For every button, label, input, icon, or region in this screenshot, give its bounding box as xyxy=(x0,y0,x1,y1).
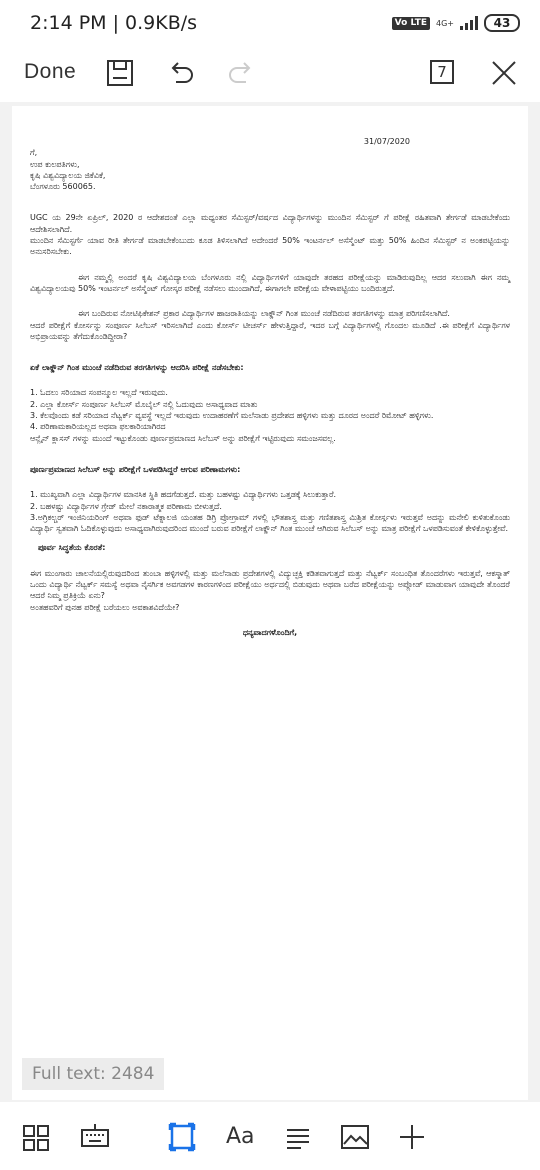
list-item: 2. ಎಲ್ಲಾ ಕೋರ್ಸ್ ಸಂಪೂರ್ಣ ಸಿಲೆಬಸ್ ಮೊಬೈಲ್ ನಲ್ಲಿ ಓದುವುದು ಅಸಾಧ್ಯವಾದ ಮಾತು xyxy=(30,399,258,409)
paragraph-4: ಈಗ ಬಂದಿರುವ ನೋಟಿಫಿಕೇಶನ್ ಪ್ರಕಾರ ವಿದ್ಯಾರ್ಥಿಗಳ ಹಾಜರಾತಿಯನ್ನು ಲಾಕ್ಡೌನ್ ಗಿಂತ ಮುಂಚೆ ನಡೆದಿರುವ ತರಗತಿಗಳನ್ನು ಮಾತ್ರ ಪರಿಗಣಿಸಲಾಗಿದೆ. xyxy=(78,309,450,319)
top-toolbar xyxy=(0,46,540,102)
signal-icon xyxy=(460,16,478,30)
address-line-2: ಕೃಷಿ ವಿಶ್ವವಿದ್ಯಾಲಯ ಜಿಕೆವಿಕೆ, xyxy=(30,170,106,180)
paragraph-1: UGC ಯ 29ನೇ ಏಪ್ರಿಲ್, 2020 ರ ಆದೇಶದಂತೆ ಎಲ್ಲಾ ಮಧ್ಯಂತರ ಸೆಮಿಸ್ಟರ್/ವರ್ಷದ ವಿದ್ಯಾರ್ಥಿಗಳನ್ನು ಮುಂದಿನ ಸೆಮಿಸ್ಟರ್ ಗೆ ಪರೀಕ್ಷೆ ರಹಿತವಾಗಿ ತೇರ್ಗಡೆ ಮಾಡಬೇಕೆಂದು ಆದೇಶಿಸಲಾಗಿದೆ. xyxy=(30,213,510,234)
salutation: ಗೆ, xyxy=(30,148,38,158)
paragraph-5: ಆದರೆ ಪರೀಕ್ಷೆಗೆ ಕೋರ್ಸನ್ನು ಸಂಪೂರ್ಣ ಸಿಲೆಬಸ್ ಇರಿಸಲಾಗಿದೆ ಎಂದು ಕೋರ್ಸ್ ಟೀಚರ್ಸ್ ಹೇಳುತ್ತಿದ್ದಾರೆ, ಇದರ ಬಗ್ಗೆ ವಿದ್ಯಾರ್ಥಿಗಳಲ್ಲಿ ಗೊಂದಲ ಮೂಡಿದೆ .ಈ ಪರೀಕ್ಷೆಗೆ ವಿದ್ಯಾರ್ಥಿಗಳ ಅಭಿಪ್ರಾಯವನ್ನು ತೆಗೆದುಕೊಂಡಿದ್ದೀರಾ? xyxy=(30,320,510,341)
document-page[interactable] xyxy=(12,106,528,1100)
closing: ಧನ್ಯವಾದಗಳೊಂದಿಗೆ, xyxy=(242,627,298,637)
letter-date: 31/07/2020 xyxy=(363,137,410,146)
redo-icon[interactable] xyxy=(226,58,254,88)
address-line-1: ಉಪ ಕುಲಪತಿಗಳು, xyxy=(30,159,80,169)
close-icon[interactable] xyxy=(490,58,518,88)
paragraph-2: ಮುಂದಿನ ಸೆಮಿಸ್ಟರ್ಗೆ ಯಾವ ರೀತಿ ತೇರ್ಗಡೆ ಮಾಡಬೇಕೆಂಬುದು ಕೂಡ ತಿಳಿಸಲಾಗಿದೆ ಅದೇಂದರೆ 50% ಇಂಟರ್ನಲ್ ಅಸೆಸ್ಮೆಂಟ್ ಮತ್ತು 50% ಹಿಂದಿನ ಸೆಮಿಸ್ಟರ್ ನ ಅಂಕಪಟ್ಟಿಯನ್ನು ಅನುಸರಿಸಬೇಕು. xyxy=(30,236,510,257)
list-item: 2. ಬಹಳಷ್ಟು ವಿದ್ಯಾರ್ಥಿಗಳ ಗ್ರೇಡ್ ಮೇಲೆ ನಕಾರಾತ್ಮಕ ಪರಿಣಾಮ ಬೀಳುತ್ತದೆ. xyxy=(30,501,222,511)
list-item: 1. ಮುಖ್ಯವಾಗಿ ಎಲ್ಲಾ ವಿದ್ಯಾರ್ಥಿಗಳ ಮಾನಸಿಕ ಸ್ಥಿತಿ ಹದಗೆಡುತ್ತದೆ. ಮತ್ತು ಬಹಳಷ್ಟು ವಿದ್ಯಾರ್ಥಿಗಳು ಒತ್ತಡಕ್ಕೆ ಸಿಲುಕುತ್ತಾರೆ. xyxy=(30,490,337,500)
volte-icon: Vo LTE xyxy=(392,17,430,30)
text-size-icon[interactable]: Aa xyxy=(226,1124,255,1149)
network-type: 4G+ xyxy=(436,18,454,28)
document-content xyxy=(30,136,510,638)
status-bar xyxy=(0,0,540,46)
pages-icon[interactable] xyxy=(430,60,454,84)
bottom-toolbar xyxy=(0,1110,540,1170)
status-time: 2:14 PM | 0.9KB/s xyxy=(30,12,198,34)
list-item: 1. ಓದಲು ಸರಿಯಾದ ಸಂಪನ್ಮೂಲ ಇಲ್ಲದೆ ಇರುವುದು. xyxy=(30,388,168,398)
full-text-badge[interactable]: Full text: 2484 xyxy=(22,1058,164,1090)
heading-3: ಪೂರ್ವ ಸಿದ್ಧತೆಯ ಕೊರತೆ: xyxy=(38,543,106,553)
list-item: 3. ಕೆಲವೊಂದು ಕಡೆ ಸರಿಯಾದ ನೆಟ್ವರ್ಕ್ ವ್ಯವಸ್ಥೆ ಇಲ್ಲದೆ ಇರುವುದು ಉದಾಹರಣೆಗೆ ಮಲೆನಾಡು ಪ್ರದೇಶದ ಹಳ್ಳಿಗಳು ಮತ್ತು ದೂರದ ಅಂದರೆ ರಿಮೋಟ್ ಹಳ್ಳಿಗಳು. xyxy=(30,411,434,421)
list-item: 3.ಅಗ್ರಿಕಲ್ಚರ್ ಇಂಜಿನಿಯರಿಂಗ್ ಅಥವಾ ಫುಡ್ ಟೆಕ್ನಾಲಜಿ ಯಂತಹ ಡಿಗ್ರಿ ಪ್ರೋಗ್ರಾಮ್ ಗಳಲ್ಲಿ ಭೌತಶಾಸ್ತ್ರ ಮತ್ತು ಗಣಿತಶಾಸ್ತ್ರ ಮಿಶ್ರಿತ ಕೋರ್ಸ್ಗಳು ಇರುತ್ತವೆ ಅದನ್ನು ಮನೇಲಿ ಕುಳಿತುಕೊಂಡು ವಿದ್ಯಾರ್ಥಿ ಸ್ವತವಾಗಿ ಓದಿಕೊಳ್ಳುವುದು ಅಸಾಧ್ಯವಾಗಿರುವುದರಿಂದ ಮುಂದೆ ಬರುವ ಪರೀಕ್ಷೆಗೆ ಲಾಕ್ಡೌನ್ ಗಿಂತ ಮುಂಚೆ ಆಗಿರುವ ಸಿಲೆಬಸ್ ಅನ್ನು ಮಾತ್ರ ಪರೀಕ್ಷೆಗೆ ಒಳಪಡಿಸುವಂತೆ ಕೇಳಿಕೊಳ್ಳುತ್ತೇವೆ. xyxy=(30,512,510,534)
undo-icon[interactable] xyxy=(168,58,196,88)
address-line-3: ಬೆಂಗಳೂರು 560065. xyxy=(30,182,96,192)
heading-1: ಏಕೆ ಲಾಕ್ಡೌನ್ ಗಿಂತ ಮುಂಚೆ ನಡೆದಿರುವ ತರಗತಿಗಳನ್ನು ಆದರಿಸಿ ಪರೀಕ್ಷೆ ನಡೆಸಬೇಕು: xyxy=(30,363,244,373)
document-viewer[interactable] xyxy=(0,102,540,1102)
list-item: ಆನ್ಲೈನ್ ಕ್ಲಾಸಸ್ ಗಳನ್ನು ಮುಂದೆ ಇಟ್ಟುಕೊಂಡು ಪೂರ್ಣಪ್ರಮಾಣದ ಸಿಲೆಬಸ್ ಅನ್ನು ಪರೀಕ್ಷೆಗೆ ಇಟ್ಟಿರುವುದು ಸಮಂಜಸವಲ್ಲ. xyxy=(30,433,336,443)
layout-icon[interactable] xyxy=(22,1122,50,1152)
crop-icon[interactable] xyxy=(168,1122,196,1152)
done-button[interactable]: Done xyxy=(24,60,77,83)
image-icon[interactable] xyxy=(340,1122,370,1152)
paragraph-7: ಅಂತಹವರಿಗೆ ಪುನಹ ಪರೀಕ್ಷೆ ಬರೆಯಲು ಅವಕಾಶವಿದೆಯೇ? xyxy=(30,602,180,612)
heading-2: ಪೂರ್ಣಪ್ರಮಾಣದ ಸಿಲೆಬಸ್ ಅನ್ನು ಪರೀಕ್ಷೆಗೆ ಒಳಪಡಿಸಿದ್ದರೆ ಆಗುವ ಪರಿಣಾಮಗಳು: xyxy=(30,464,241,474)
keyboard-icon[interactable] xyxy=(80,1122,110,1152)
paragraph-3: ಈಗ ನಮ್ಮಲ್ಲಿ ಅಂದರೆ ಕೃಷಿ ವಿಶ್ವವಿದ್ಯಾಲಯ ಬೆಂಗಳೂರು ನಲ್ಲಿ ವಿದ್ಯಾರ್ಥಿಗಳಿಗೆ ಯಾವುದೇ ತರಹದ ಪರೀಕ್ಷೆಯನ್ನು ಮಾಡಿರುವುದಿಲ್ಲ ಆದರ ಸಲುವಾಗಿ ಈಗ ನಮ್ಮ ವಿಶ್ವವಿದ್ಯಾಲಯವು 50% ಇಂಟರ್ನಲ್ ಅಸೆಸ್ಮೆಂಟ್ ಗೋಸ್ಕರ ಪರೀಕ್ಷೆ ನಡೆಸಲು ಮುಂದಾಗಿದೆ, ಈಗಾಗಲೇ ಪರೀಕ್ಷೆಯ ವೇಳಾಪಟ್ಟಿಯು ಬಂದಿರುತ್ತದೆ. xyxy=(30,272,510,293)
paragraph-6: ಈಗ ಮುಂಗಾರು ಚಾಲನೆಯಲ್ಲಿರುವುದರಿಂದ ತುಂಬಾ ಹಳ್ಳಿಗಳಲ್ಲಿ ಮತ್ತು ಮಲೆನಾಡು ಪ್ರದೇಶಗಳಲ್ಲಿ ವಿದ್ಯುಚ್ಛಕ್ತಿ ಕಡಿತವಾಗುತ್ತದೆ ಮತ್ತು ನೆಟ್ವರ್ಕ್ ಸಂಬಂಧಿತ ತೊಂದರೆಗಳು ಇರುತ್ತವೆ, ಆಕಸ್ಮಾತ್ ಒಂದು ವಿದ್ಯಾರ್ಥಿ ನೆಟ್ವರ್ಕ್ ಸಮಸ್ಯೆ ಅಥವಾ ನೈಸರ್ಗಿಕ ಅವಗಡಗಳ ಕಾರಣಗಳಿಂದ ಪರೀಕ್ಷೆಯು ಅರ್ಧದಲ್ಲಿ ಬಿಡುವುದು ಅಥವಾ ಬರೆದ ಪರೀಕ್ಷೆಯನ್ನು ಅಪ್ಲೋಡ್ ಮಾಡುವಾಗ ಯಾವುದೇ ತೊಂದರೆ ಆದರೆ ನಿಮ್ಮ ಪ್ರತಿಕ್ರಿಯೆ ಏನು? xyxy=(30,568,510,601)
battery-indicator: 43 xyxy=(484,14,520,32)
list-item: 4. ಪರಿಣಾಮಕಾರಿಯಲ್ಲದ ಅಥವಾ ಫಲಕಾರಿಯಾಗಿರದ xyxy=(30,422,166,432)
add-icon[interactable] xyxy=(398,1122,426,1152)
align-icon[interactable] xyxy=(284,1122,312,1152)
page-count: 7 xyxy=(437,63,447,81)
save-icon[interactable] xyxy=(106,58,134,88)
status-indicators xyxy=(392,14,520,32)
